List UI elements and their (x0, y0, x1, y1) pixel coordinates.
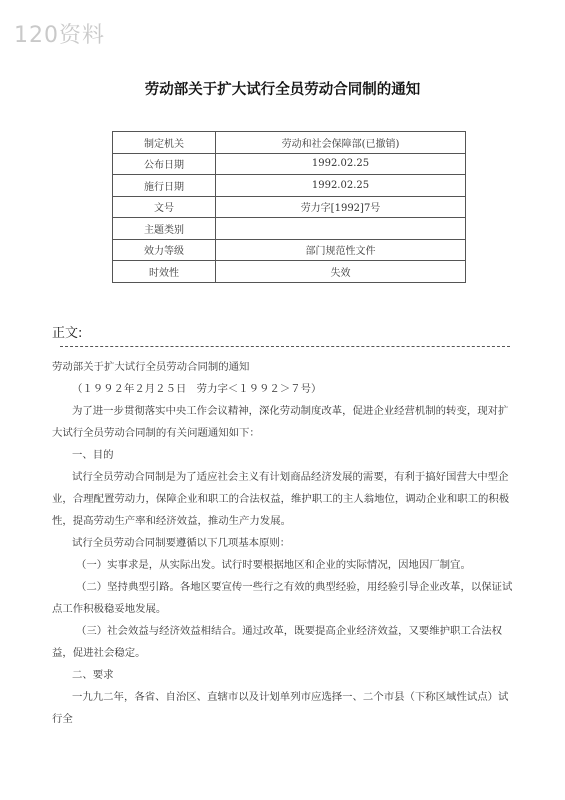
table-row (113, 175, 466, 197)
table-value: 1992.02.25 (216, 153, 466, 175)
paragraph: 试行全员劳动合同制是为了适应社会主义有计划商品经济发展的需要，有利于搞好国营大中型企业，合理配置劳动力，保障企业和职工的合法权益，维护职工的主人翁地位，调动企业和职工的积极性，提高劳动生产率和经济效益，推动生产力发展。 (52, 471, 510, 527)
table-value: 劳动和社会保障部(已撤销) (216, 132, 466, 154)
table-row (113, 218, 466, 240)
table-key: 施行日期 (113, 175, 216, 197)
table-value (216, 218, 466, 240)
dashed-divider (60, 346, 510, 347)
table-key: 文号 (113, 196, 216, 218)
section-heading: 二、要求 (72, 669, 114, 681)
paragraph: 一九九二年，各省、自治区、直辖市以及计划单列市应选择一、二个市县（下称区域性试点）试行全 (52, 691, 509, 725)
table-row (113, 196, 466, 218)
table-key: 效力等级 (113, 239, 216, 261)
table-key: 时效性 (113, 261, 216, 283)
document-body (52, 356, 514, 730)
section-label: 正文: (52, 326, 83, 341)
table-key: 公布日期 (113, 153, 216, 175)
intro-paragraph: 为了进一步贯彻落实中央工作会议精神，深化劳动制度改革，促进企业经营机制的转变，现对扩大试行全员劳动合同制的有关问题通知如下： (52, 405, 509, 439)
table-row (113, 132, 466, 154)
table-key: 制定机关 (113, 132, 216, 154)
list-item: （一）实事求是，从实际出发。试行时要根据地区和企业的实际情况，因地因厂制宜。 (76, 559, 471, 571)
watermark-logo: 120资料 (14, 23, 105, 48)
list-item: （二）坚持典型引路。各地区要宣传一些行之有效的典型经验，用经验引导企业改革，以保证试点工作积极稳妥地发展。 (52, 581, 513, 615)
table-key: 主题类别 (113, 218, 216, 240)
paragraph: 试行全员劳动合同制要遵循以下几项基本原则： (72, 537, 291, 549)
table-value: 1992.02.25 (216, 175, 466, 197)
page-title: 劳动部关于扩大试行全员劳动合同制的通知 (144, 81, 421, 98)
table-value: 部门规范性文件 (216, 239, 466, 261)
table-value: 劳力字[1992]7号 (216, 196, 466, 218)
doc-reference: （１９９２年２月２５日 劳力字＜１９９２＞７号） (72, 383, 322, 395)
metadata-table (112, 131, 466, 283)
table-row (113, 261, 466, 283)
table-row (113, 239, 466, 261)
table-value: 失效 (216, 261, 466, 283)
list-item: （三）社会效益与经济效益相结合。通过改革，既要提高企业经济效益，又要维护职工合法权益，促进社会稳定。 (52, 625, 503, 659)
table-row (113, 153, 466, 175)
doc-title-line: 劳动部关于扩大试行全员劳动合同制的通知 (52, 361, 250, 373)
section-heading: 一、目的 (72, 449, 114, 461)
